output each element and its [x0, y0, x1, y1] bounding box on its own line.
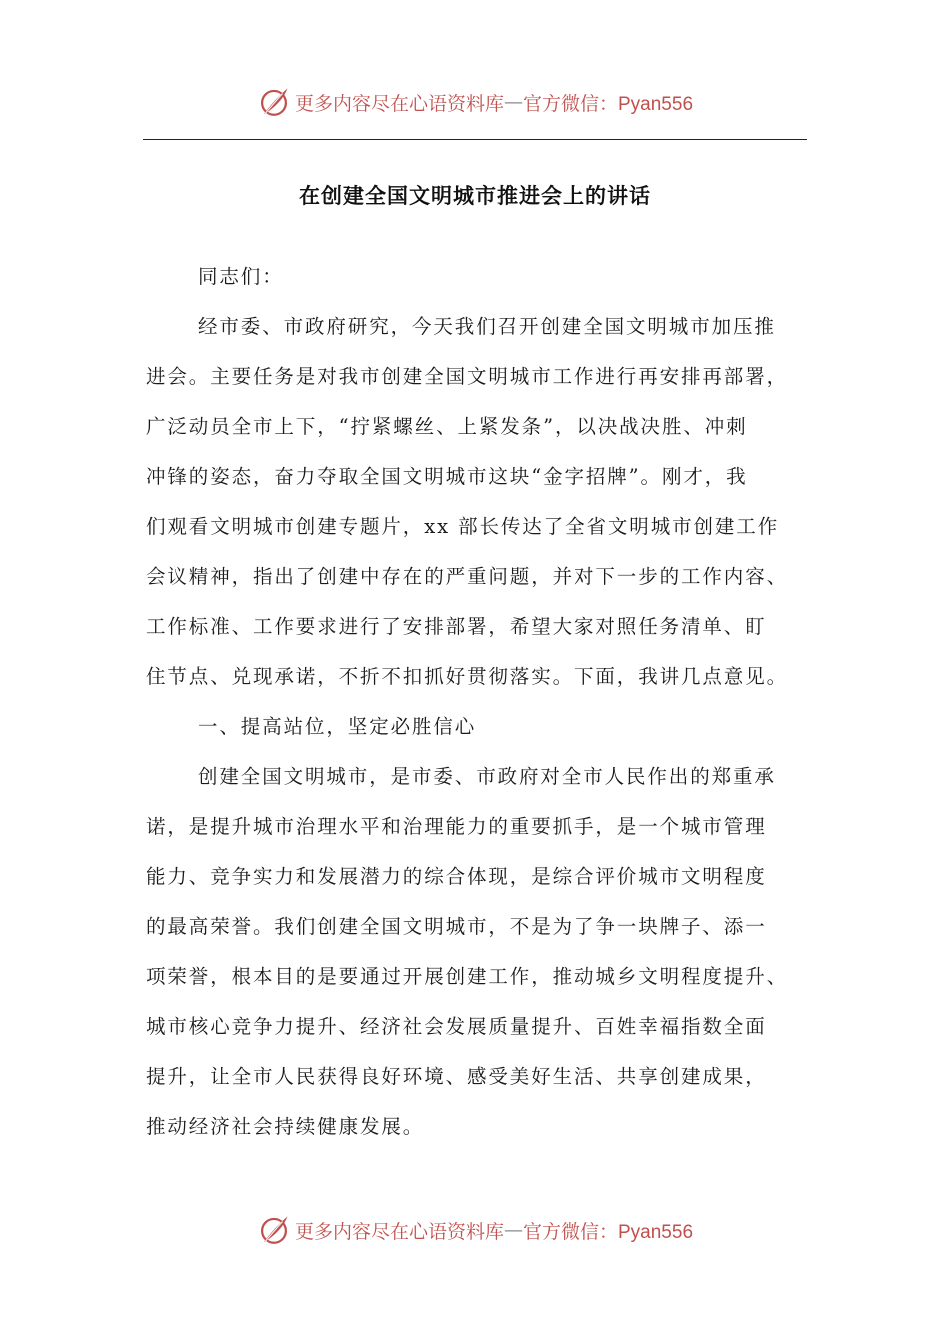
section-heading: 一、提高站位，坚定必胜信心 — [198, 715, 477, 738]
header-divider — [143, 139, 807, 140]
paragraph-line: 推动经济社会持续健康发展。 — [146, 1115, 425, 1138]
paragraph-line: 进会。主要任务是对我市创建全国文明城市工作进行再安排再部署， — [146, 365, 789, 388]
paragraph-line: 城市核心竞争力提升、经济社会发展质量提升、百姓幸福指数全面 — [146, 1015, 767, 1038]
banner-contact: 官方微信：Pyan556 — [523, 1221, 694, 1243]
banner-text: 更多内容尽在心语资料库 — [294, 1220, 504, 1243]
paragraph-line: 工作标准、工作要求进行了安排部署，希望大家对照任务清单、盯 — [146, 615, 767, 638]
paragraph-line: 广泛动员全市上下，“拧紧螺丝、上紧发条”，以决战决胜、冲刺 — [146, 415, 748, 438]
document-body — [146, 252, 812, 1152]
paragraph-line: 会议精神，指出了创建中存在的严重问题，并对下一步的工作内容、 — [146, 565, 789, 588]
paragraph-line: 住节点、兑现承诺，不折不扣抓好贯彻落实。下面，我讲几点意见。 — [146, 665, 789, 688]
quill-pen-logo-icon — [257, 1213, 291, 1247]
paragraph-line: 能力、竞争实力和发展潜力的综合体现，是综合评价城市文明程度 — [146, 865, 767, 888]
paragraph-line: 创建全国文明城市，是市委、市政府对全市人民作出的郑重承 — [198, 765, 776, 788]
paragraph-line: 们观看文明城市创建专题片，xx 部长传达了全省文明城市创建工作 — [146, 515, 780, 538]
paragraph-line: 诺，是提升城市治理水平和治理能力的重要抓手，是一个城市管理 — [146, 815, 767, 838]
banner-contact: 官方微信：Pyan556 — [523, 93, 694, 115]
paragraph-line: 的最高荣誉。我们创建全国文明城市，不是为了争一块牌子、添一 — [146, 915, 767, 938]
salutation-line: 同志们： — [198, 265, 284, 288]
document-title: 在创建全国文明城市推进会上的讲话 — [299, 184, 651, 208]
banner-separator: — — [504, 91, 523, 113]
header-banner — [0, 82, 950, 122]
footer-banner — [0, 1210, 950, 1250]
paragraph-line: 项荣誉，根本目的是要通过开展创建工作，推动城乡文明程度提升、 — [146, 965, 789, 988]
banner-separator: — — [504, 1219, 523, 1241]
paragraph-line: 提升，让全市人民获得良好环境、感受美好生活、共享创建成果， — [146, 1065, 767, 1088]
quill-pen-logo-icon — [257, 85, 291, 119]
paragraph-line: 经市委、市政府研究，今天我们召开创建全国文明城市加压推 — [198, 315, 776, 338]
banner-text: 更多内容尽在心语资料库 — [294, 92, 504, 115]
paragraph-line: 冲锋的姿态，奋力夺取全国文明城市这块“金字招牌”。刚才，我 — [146, 465, 748, 488]
